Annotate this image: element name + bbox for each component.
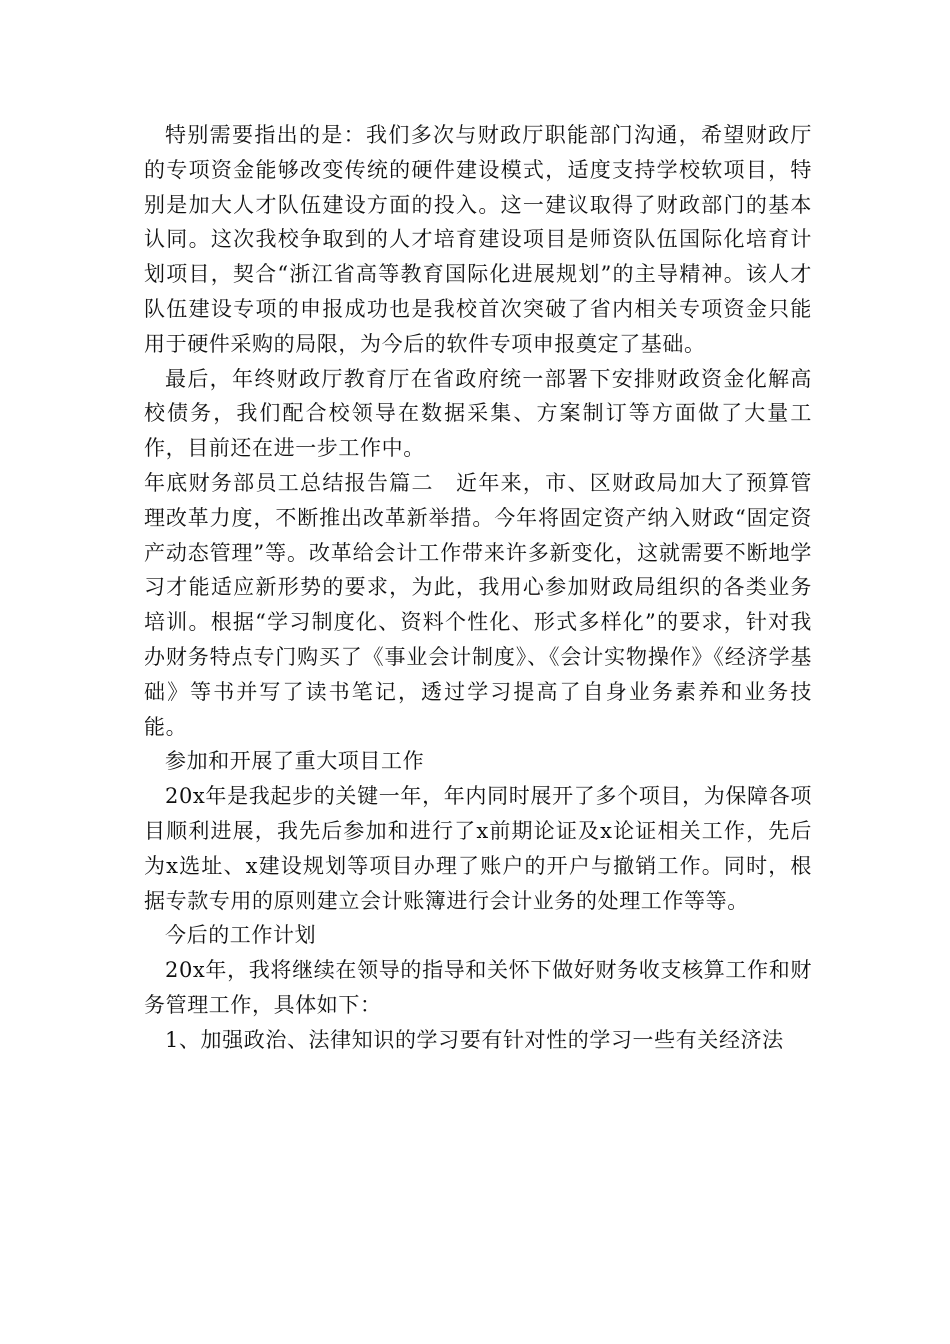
heading-major-projects: 参加和开展了重大项目工作 bbox=[165, 749, 425, 774]
document-body bbox=[144, 118, 812, 1058]
paragraph-plan-intro: 20x年，我将继续在领导的指导和关怀下做好财务收支核算工作和财务管理工作，具体如下： bbox=[144, 958, 812, 1017]
list-item-1: 1、加强政治、法律知识的学习要有针对性的学习一些有关经济法 bbox=[165, 1027, 784, 1052]
paragraph-special-note: 特别需要指出的是：我们多次与财政厅职能部门沟通，希望财政厅的专项资金能够改变传统的硬件建设模式，适度支持学校软项目，特别是加大人才队伍建设方面的投入。这一建议取得了财政部门的基本认同。这次我校争取到的人才培育建设项目是师资队伍国际化培育计划项目，契合“浙江省高等教育国际化进展规划”的主导精神。该人才队伍建设专项的申报成功也是我校首次突破了省内相关专项资金只能用于硬件采购的局限，为今后的软件专项申报奠定了基础。 bbox=[144, 123, 812, 356]
paragraph-projects-year: 20x年是我起步的关键一年，年内同时展开了多个项目，为保障各项目顺利进展，我先后参加和进行了x前期论证及x论证相关工作，先后为x选址、x建设规划等项目办理了账户的开户与撤销工作。同时，根据专款专用的原则建立会计账簿进行会计业务的处理工作等等。 bbox=[144, 784, 812, 913]
paragraph-finally: 最后，年终财政厅教育厅在省政府统一部署下安排财政资金化解高校债务，我们配合校领导在数据采集、方案制订等方面做了大量工作，目前还在进一步工作中。 bbox=[144, 366, 812, 461]
heading-future-plan: 今后的工作计划 bbox=[165, 923, 317, 948]
paragraph-report-part-two: 年底财务部员工总结报告篇二 近年来，市、区财政局加大了预算管理改革力度，不断推出改革新举措。今年将固定资产纳入财政“固定资产动态管理”等。改革给会计工作带来许多新变化，这就需要不断地学习才能适应新形势的要求，为此，我用心参加财政局组织的各类业务培训。根据“学习制度化、资料个性化、形式多样化”的要求，针对我办财务特点专门购买了《事业会计制度》、《会计实物操作》《经济学基础》等书并写了读书笔记，透过学习提高了自身业务素养和业务技能。 bbox=[144, 470, 812, 739]
